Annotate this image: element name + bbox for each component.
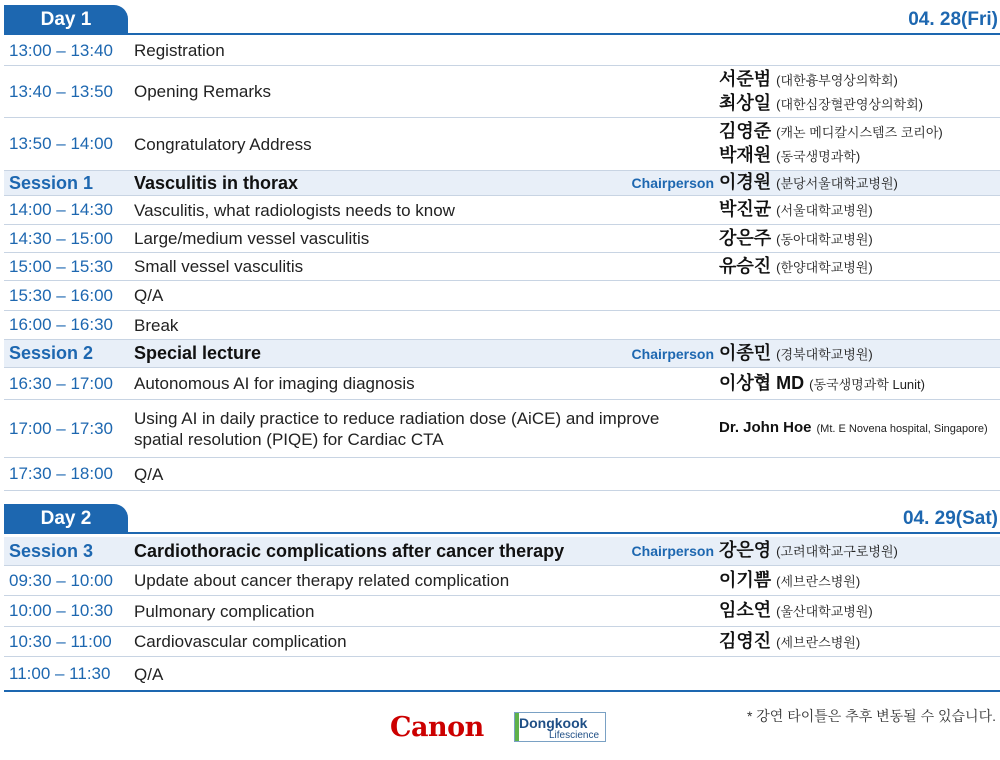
- speaker-list: [719, 66, 923, 117]
- time-slot: 16:30 – 17:00: [9, 373, 113, 393]
- chairperson-label: Chairperson: [631, 175, 714, 191]
- time-slot: 09:30 – 10:00: [9, 570, 113, 590]
- talk-title: Update about cancer therapy related complication: [134, 571, 510, 590]
- dongkook-logo: [514, 712, 606, 742]
- talk-title: Cardiovascular complication: [134, 632, 347, 651]
- speaker-list: [719, 368, 925, 399]
- speaker-entry: [719, 171, 898, 195]
- speaker-name: 임소연: [719, 600, 772, 620]
- speaker-list: [719, 196, 873, 224]
- canon-logo: Canon: [390, 712, 484, 743]
- schedule-row: [4, 400, 1000, 458]
- time-slot: 13:40 – 13:50: [9, 81, 113, 101]
- speaker-name: 유승진: [719, 255, 772, 276]
- speaker-affiliation: (세브란스병원): [776, 634, 861, 650]
- schedule-row: [4, 311, 1000, 340]
- day1-tab: Day 1: [4, 5, 128, 35]
- talk-title: Q/A: [134, 464, 164, 484]
- time-slot: 16:00 – 16:30: [9, 315, 113, 334]
- schedule-row: [4, 253, 1000, 281]
- speaker-entry: [719, 92, 923, 116]
- speaker-entry: [719, 68, 923, 92]
- speaker-list: [719, 627, 860, 656]
- speaker-entry: [719, 342, 873, 366]
- speaker-list: [719, 340, 873, 367]
- speaker-entry: [719, 255, 873, 279]
- speaker-affiliation: (고려대학교구로병원): [776, 544, 898, 559]
- speaker-affiliation: (한양대학교병원): [776, 259, 873, 275]
- talk-title: Large/medium vessel vasculitis: [134, 229, 370, 248]
- speaker-name: 김영진: [719, 630, 772, 651]
- day2-tab: Day 2: [4, 504, 128, 534]
- speaker-affiliation: (Mt. E Novena hospital, Singapore): [816, 423, 988, 435]
- session-title: Cardiothoracic complications after cancer therapy: [134, 540, 565, 561]
- schedule-row: [4, 368, 1000, 400]
- speaker-affiliation: (세브란스병원): [776, 573, 861, 589]
- session-row: [4, 537, 1000, 566]
- talk-title: Using AI in daily practice to reduce radiation dose (AiCE) and improve spatial resolution (PIQE) for Cardiac CTA: [134, 408, 660, 449]
- schedule-row: [4, 196, 1000, 225]
- chairperson-label: Chairperson: [631, 543, 714, 559]
- speaker-name: 강은영: [719, 540, 772, 560]
- time-slot: 11:00 – 11:30: [9, 664, 111, 683]
- time-slot: 14:30 – 15:00: [9, 228, 113, 248]
- speaker-name: 이경원: [719, 172, 772, 192]
- day1-divider: [128, 33, 1000, 35]
- time-slot: 15:30 – 16:00: [9, 285, 113, 305]
- speaker-affiliation: (캐논 메디칼시스템즈 코리아): [776, 125, 943, 140]
- speaker-affiliation: (경북대학교병원): [776, 346, 873, 362]
- schedule-row: [4, 657, 1000, 692]
- speaker-affiliation: (동국생명과학 Lunit): [809, 376, 925, 392]
- speaker-entry: [719, 599, 873, 623]
- speaker-entry: [719, 227, 873, 251]
- speaker-affiliation: (동국생명과학): [776, 149, 861, 164]
- day1-date: 04. 28(Fri): [908, 9, 998, 30]
- speaker-affiliation: (서울대학교병원): [776, 203, 873, 218]
- speaker-name: 박진균: [719, 199, 772, 219]
- schedule-row: [4, 225, 1000, 253]
- talk-title: Opening Remarks: [134, 82, 272, 101]
- speaker-list: [719, 118, 943, 170]
- speaker-entry: [719, 144, 943, 168]
- schedule-row: [4, 66, 1000, 118]
- speaker-name: 김영준: [719, 121, 772, 141]
- session-label: Session 2: [9, 343, 94, 363]
- talk-title: Registration: [134, 41, 225, 60]
- speaker-list: [719, 400, 988, 457]
- time-slot: 13:00 – 13:40: [9, 40, 113, 60]
- schedule-row: [4, 281, 1000, 311]
- schedule-row: [4, 36, 1000, 66]
- speaker-entry: [719, 630, 860, 654]
- day2-divider: [128, 532, 1000, 534]
- time-slot: 15:00 – 15:30: [9, 256, 113, 276]
- schedule-row: [4, 118, 1000, 171]
- time-slot: 14:00 – 14:30: [9, 200, 113, 219]
- disclaimer-note: * 강연 타이틀은 추후 변동될 수 있습니다.: [746, 708, 996, 724]
- time-slot: 10:30 – 11:00: [9, 631, 112, 651]
- schedule-row: [4, 458, 1000, 491]
- speaker-entry: [719, 569, 860, 593]
- speaker-entry: [719, 372, 925, 396]
- time-slot: 10:00 – 10:30: [9, 601, 113, 620]
- day1-header: [4, 5, 1000, 35]
- speaker-name: 서준범: [719, 68, 772, 89]
- schedule-row: [4, 596, 1000, 627]
- talk-title: Vasculitis, what radiologists needs to know: [134, 200, 455, 220]
- session-title: Special lecture: [134, 343, 262, 363]
- speaker-list: [719, 566, 860, 595]
- session-title: Vasculitis in thorax: [134, 172, 299, 193]
- session-label: Session 1: [9, 172, 94, 193]
- day2-date: 04. 29(Sat): [902, 508, 998, 529]
- speaker-entry: [719, 198, 873, 222]
- time-slot: 17:00 – 17:30: [9, 418, 113, 438]
- speaker-list: [719, 596, 873, 626]
- speaker-entry: [719, 120, 943, 144]
- speaker-list: [719, 171, 898, 195]
- session-label: Session 3: [9, 540, 94, 561]
- speaker-affiliation: (대한심장혈관영상의학회): [776, 96, 923, 112]
- speaker-name: 이상협 MD: [719, 372, 805, 393]
- speaker-list: [719, 225, 873, 252]
- speaker-name: 최상일: [719, 92, 772, 113]
- speaker-name: Dr. John Hoe: [719, 419, 812, 436]
- talk-title: Pulmonary complication: [134, 601, 315, 621]
- speaker-name: 이종민: [719, 342, 772, 363]
- talk-title: Q/A: [134, 286, 164, 305]
- dongkook-logo-name: Dongkook: [519, 715, 588, 731]
- time-slot: 17:30 – 18:00: [9, 464, 113, 483]
- day2-header: [4, 504, 1000, 534]
- speaker-list: [719, 537, 898, 565]
- speaker-affiliation: (울산대학교병원): [776, 604, 873, 619]
- footer-divider: [4, 690, 1000, 692]
- schedule-row: [4, 627, 1000, 657]
- dongkook-logo-sub: Lifescience: [549, 730, 600, 741]
- speaker-entry: [719, 416, 988, 441]
- speaker-entry: [719, 539, 898, 563]
- talk-title: Break: [134, 315, 179, 335]
- talk-title: Q/A: [134, 664, 164, 684]
- speaker-affiliation: (대한흉부영상의학회): [776, 72, 898, 88]
- speaker-name: 강은주: [719, 227, 772, 248]
- time-slot: 13:50 – 14:00: [9, 134, 113, 153]
- session-row: [4, 171, 1000, 196]
- session-row: [4, 340, 1000, 368]
- talk-title: Autonomous AI for imaging diagnosis: [134, 374, 415, 393]
- speaker-list: [719, 253, 873, 280]
- schedule-row: [4, 566, 1000, 596]
- chairperson-label: Chairperson: [631, 345, 714, 362]
- speaker-name: 이기쁨: [719, 569, 772, 590]
- speaker-name: 박재원: [719, 145, 772, 165]
- talk-title: Small vessel vasculitis: [134, 257, 304, 276]
- speaker-affiliation: (분당서울대학교병원): [776, 176, 898, 191]
- speaker-affiliation: (동아대학교병원): [776, 231, 873, 247]
- talk-title: Congratulatory Address: [134, 134, 312, 154]
